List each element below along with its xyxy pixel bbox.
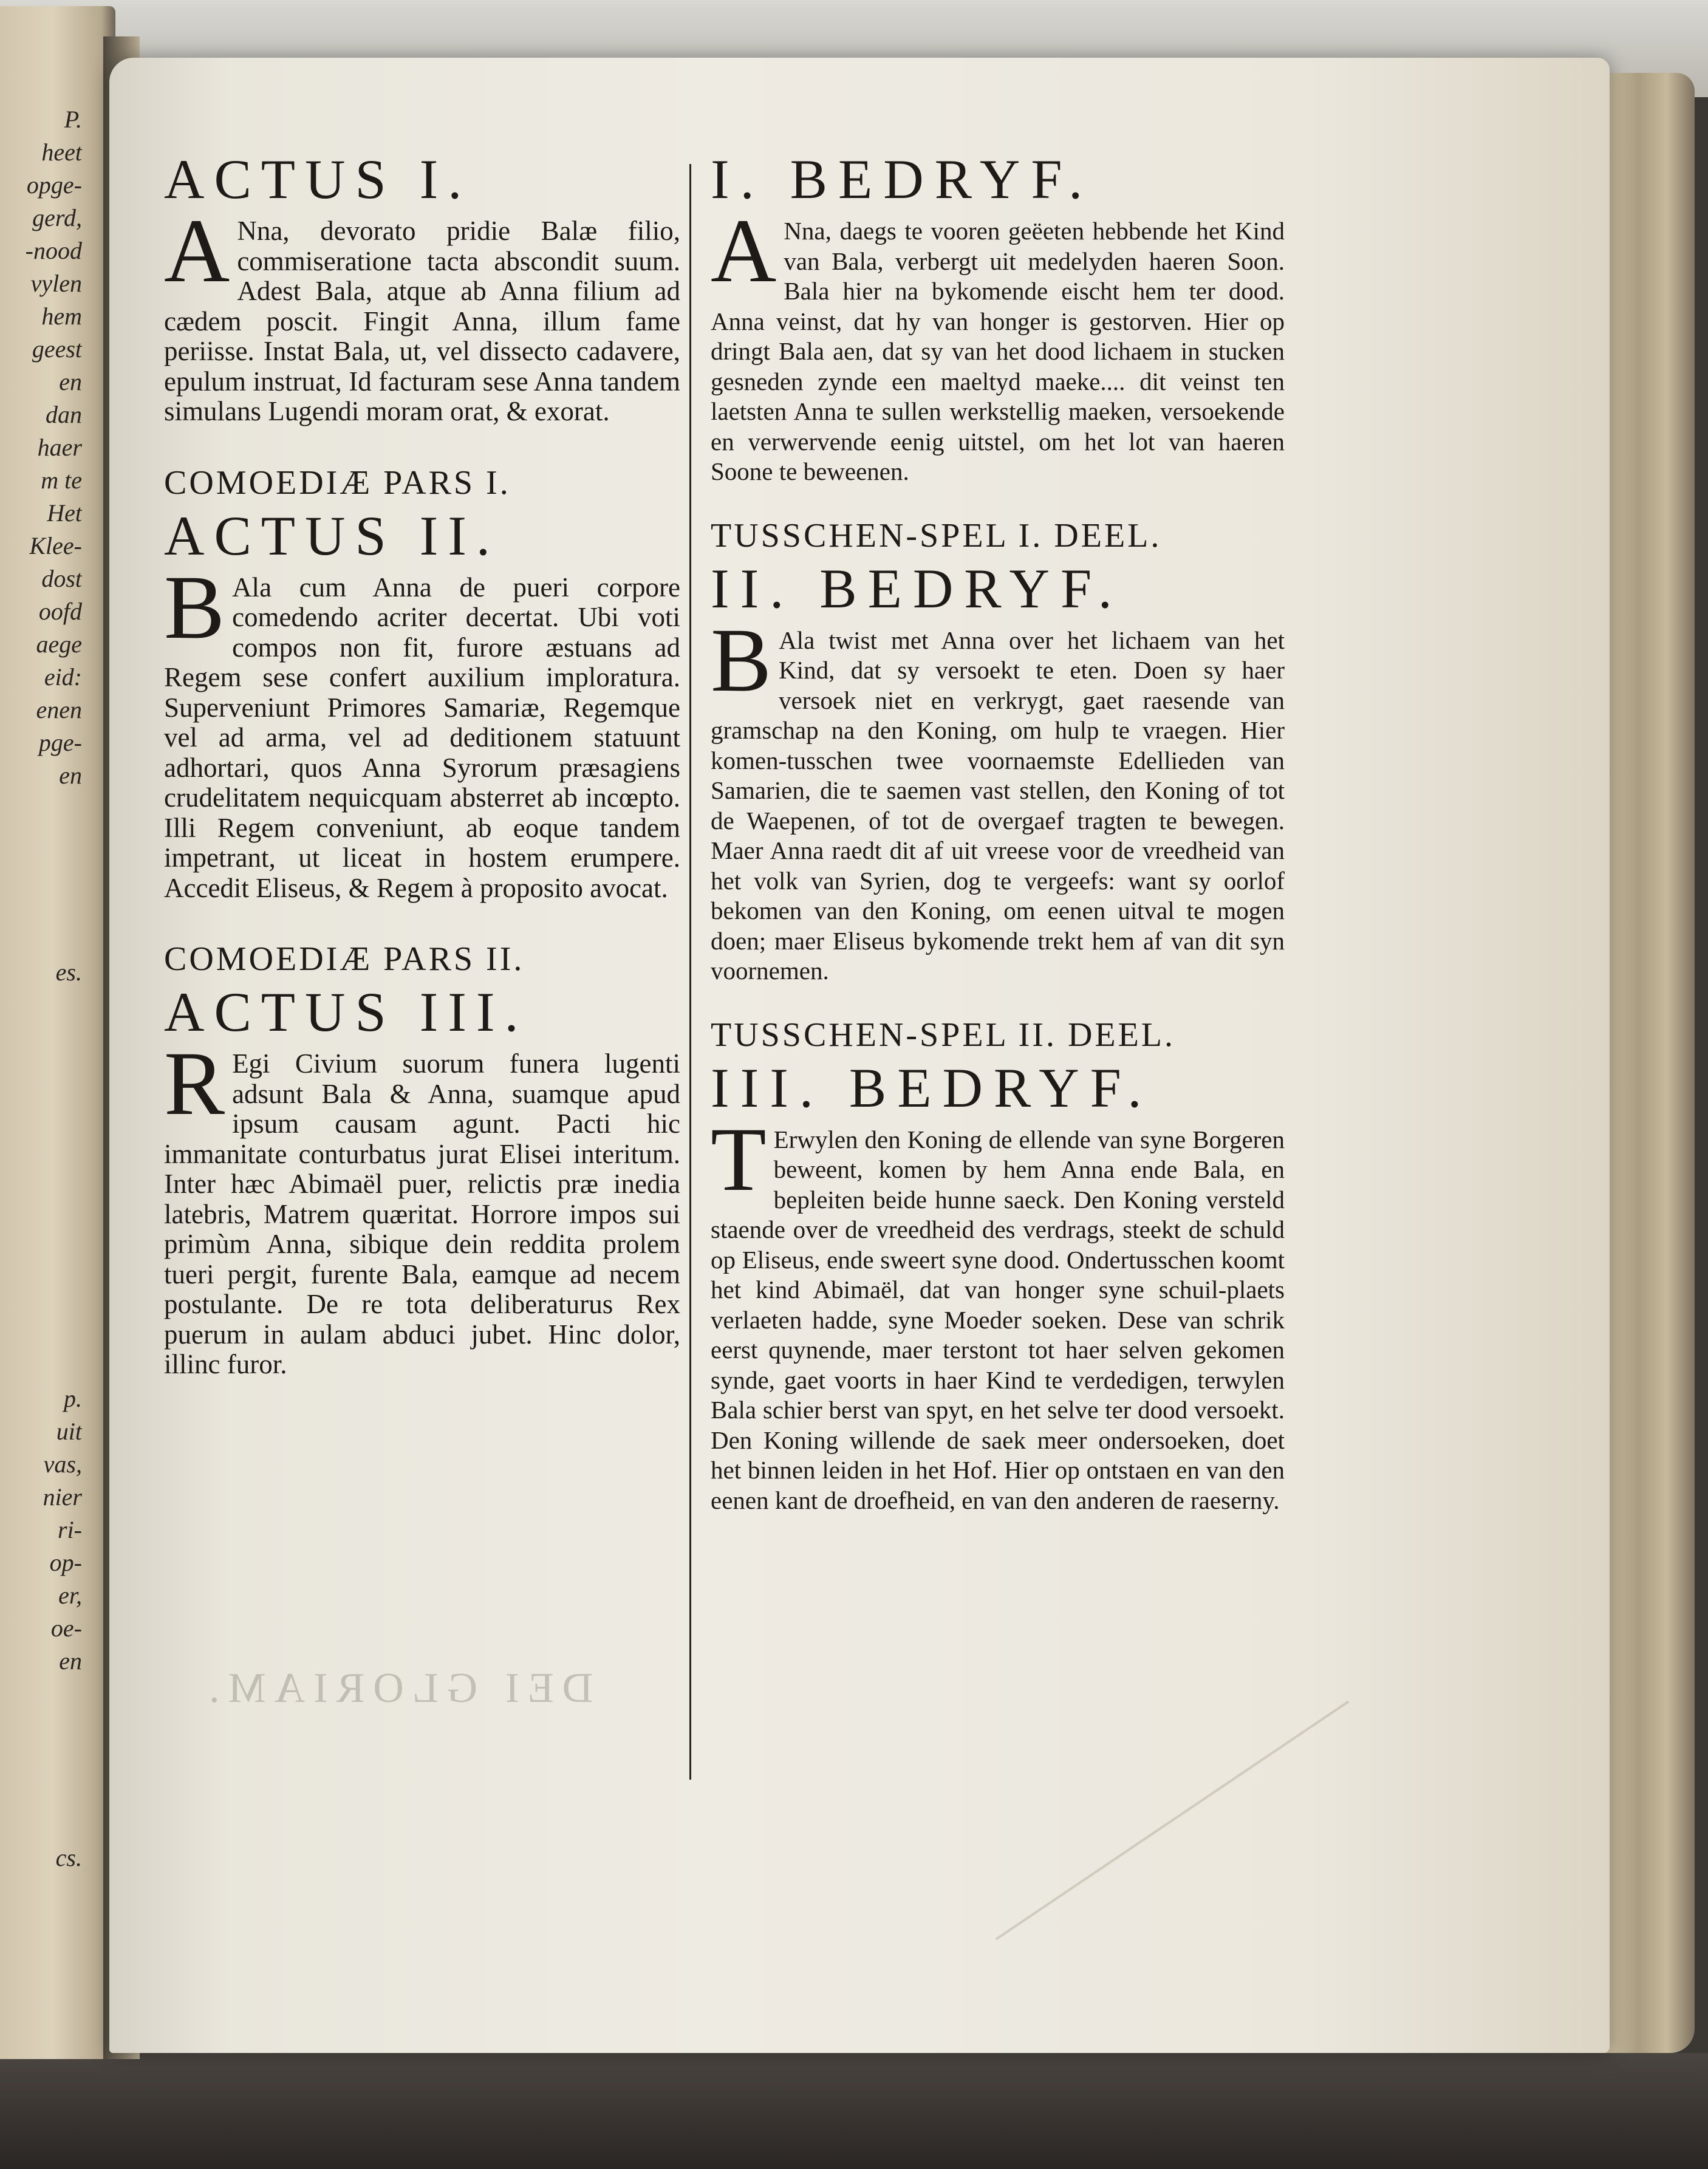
margin-fragment: uit — [56, 1418, 82, 1445]
margin-fragment: eid: — [44, 663, 82, 691]
drop-cap: A — [711, 200, 777, 301]
margin-fragment: hem — [41, 302, 82, 330]
margin-fragment: opge- — [26, 171, 82, 199]
drop-cap: B — [164, 556, 225, 658]
margin-fragment: er, — [58, 1582, 82, 1609]
dutch-section-2 — [711, 516, 1285, 986]
margin-fragment — [0, 1186, 82, 1218]
margin-fragment: aege — [36, 630, 82, 658]
paragraph-text: Nna, daegs te vooren geëeten hebbende het Kind van Bala, verbergt uit medelyden haeren Soon. Bala hier na bykomende eischt hem ter dood. Anna veinst, dat hy van honger is gestorven. Hier op dringt Bala aen, dat sy van het dood lichaem in stucken gesneden zynde een maeltyd maeke.... dit veinst ten laetsten Anna te sullen werkstellig maeken, versoekende en verwervende eenig uitstel, om het lot van haeren Soone te beweenen. — [711, 217, 1285, 485]
margin-fragment: en — [59, 368, 82, 395]
margin-fragment: nier — [43, 1483, 82, 1511]
margin-fragment: m te — [41, 466, 82, 494]
margin-fragment: p. — [64, 1385, 82, 1412]
latin-section-2 — [164, 463, 680, 904]
page-crease — [996, 1701, 1350, 1941]
margin-fragment — [0, 825, 82, 858]
dutch-bedryf-1-header: I. BEDRYF. — [711, 148, 1094, 210]
margin-fragment: oe- — [50, 1614, 82, 1642]
drop-cap: R — [164, 1033, 225, 1134]
latin-pars-2-title: COMOEDIÆ PARS II. — [164, 940, 525, 978]
dutch-bedryf-3-text — [711, 1108, 1285, 1516]
margin-fragment — [0, 1350, 82, 1382]
margin-fragment: enen — [36, 696, 82, 723]
margin-fragment: es. — [55, 958, 82, 986]
margin-fragment — [0, 1054, 82, 1087]
dutch-tusschenspel-2-title: TUSSCHEN-SPEL II. DEEL. — [711, 1016, 1176, 1054]
paragraph-text: Nna, devorato pridie Balæ filio, commiseratione tacta abscondit suum. Adest Bala, atque ab Anna filium ad cædem poscit. Fingit Anna, illum fame periisse. Instat Bala, ut, vel dissecto cadavere, epulum instruat, Id facturam sese Anna tandem simulans Lugendi moram orat, & exorat. — [164, 216, 680, 426]
dutch-section-3 — [711, 1016, 1285, 1516]
margin-fragment — [0, 1087, 82, 1120]
dutch-tusschenspel-1-title: TUSSCHEN-SPEL I. DEEL. — [711, 516, 1162, 555]
margin-fragment: -nood — [25, 237, 82, 264]
margin-fragment: vylen — [30, 270, 82, 297]
margin-fragment: dan — [46, 401, 82, 428]
margin-fragment — [0, 1284, 82, 1317]
left-page-margin-text — [0, 103, 82, 1871]
margin-fragment — [0, 1710, 82, 1743]
margin-fragment — [0, 1317, 82, 1350]
margin-fragment — [0, 1251, 82, 1284]
margin-fragment — [0, 1743, 82, 1776]
margin-fragment — [0, 1678, 82, 1710]
margin-fragment — [0, 890, 82, 923]
margin-fragment: heet — [41, 138, 82, 166]
latin-act-1-header: ACTUS I. — [164, 148, 472, 210]
margin-fragment — [0, 1809, 82, 1842]
drop-cap: A — [164, 200, 230, 301]
margin-fragment: gerd, — [32, 204, 82, 231]
margin-fragment — [0, 1153, 82, 1186]
latin-section-3 — [164, 940, 680, 1380]
margin-fragment: Het — [47, 499, 82, 527]
column-divider — [689, 164, 691, 1780]
latin-act-2-header: ACTUS II. — [164, 504, 500, 567]
dutch-bedryf-2-header: II. BEDRYF. — [711, 557, 1123, 620]
margin-fragment: geest — [32, 335, 82, 363]
margin-fragment: haer — [37, 434, 82, 461]
margin-fragment — [0, 1776, 82, 1809]
margin-fragment: oofd — [38, 598, 82, 625]
latin-act-1-text — [164, 200, 680, 427]
margin-fragment — [0, 1218, 82, 1251]
table-surface — [0, 2053, 1708, 2169]
latin-act-3-header: ACTUS III. — [164, 981, 528, 1043]
paragraph-text: Erwylen den Koning de ellende van syne Borgeren beweent, komen by hem Anna ende Bala, en bepleiten beide hunne saeck. Den Koning versteld staende over de vreedheid des verdrags, steekt de schuld op Eliseus, ende sweert syne dood. Ondertusschen koomt het kind Abimaël, dat van honger syne schuil-plaets verlaeten hadde, syne Moeder soeken. Dese van schrik eerst quynende, maer terstont tot haer selven gekomen synde, gaet voorts in haer Kind te verdedigen, terwylen Bala schier berst van spyt, en het selve ter dood versoekt. Den Koning willende de saek meer ondersoeken, doet het binnen leiden in het Hof. Hier op ontstaen en van den eenen kant de droefheid, en van den anderen de raeserny. — [711, 1125, 1285, 1514]
bleed-through-text: DEI GLORIAM. — [200, 1665, 593, 1712]
margin-fragment — [0, 923, 82, 956]
margin-fragment: vas, — [43, 1450, 82, 1478]
margin-fragment: en — [59, 762, 82, 789]
paragraph-text: Ala cum Anna de pueri corpore comedendo acriter decertat. Ubi voti compos non fit, furore æstuans ad Regem sese confert auxilium imploratura. Superveniunt Primores Samariæ, Regemque vel ad arma, vel ad deditionem statuunt adhortari, quos Anna Syrorum præsagiens crudelitatem nequicquam absterret ab incœpto. Illi Regem conveniunt, ab eoque tandem impetrant, ut liceat in hostem erumpere. Accedit Eliseus, & Regem à proposito avocat. — [164, 572, 680, 903]
latin-act-2-text — [164, 556, 680, 904]
margin-fragment — [0, 792, 82, 825]
margin-fragment — [0, 858, 82, 890]
drop-cap: T — [711, 1108, 767, 1210]
margin-fragment: en — [59, 1647, 82, 1675]
paragraph-text: Egi Civium suorum funera lugenti adsunt Bala & Anna, suamque apud ipsum causam agunt. Pacti hic immanitate conturbatus jurat Elisei interitum. Inter hæc Abimaël puer, relictis præ inedia latebris, Matrem quæritat. Horrore impos sui primùm Anna, sibique dein reddita prolem tueri pergit, furente Bala, eamque ad necem postulante. De re tota deliberaturus Rex puerum in aulam abduci jubet. Hinc dolor, illinc furor. — [164, 1048, 680, 1379]
margin-fragment: ri- — [58, 1516, 82, 1543]
dutch-column — [711, 146, 1285, 1515]
dutch-bedryf-3-header: III. BEDRYF. — [711, 1056, 1153, 1119]
dutch-bedryf-2-text — [711, 609, 1285, 986]
paragraph-text: Ala twist met Anna over het lichaem van het Kind, dat sy versoekt te eten. Doen sy haer versoek niet en verkrygt, gaet raesende van gramschap na den Koning, om hulp te vraegen. Hier komen-tusschen twee voornaemste Edellieden van Samarien, die te saemen vast stellen, den Koning of tot de Waepenen, of tot de overgaef tragten te bewegen. Maer Anna raedt dit af uit vreese voor de vreedheid van het volk van Syrien, dog te vergeefs: want sy oorlof bekomen van den Koning, om eenen uitval te mogen doen; maer Eliseus bykomende trekt hem af van dit syn voornemen. — [711, 626, 1285, 985]
margin-fragment: P. — [64, 106, 82, 133]
margin-fragment: pge- — [38, 729, 82, 756]
margin-fragment: Klee- — [29, 532, 82, 559]
margin-fragment: cs. — [55, 1844, 82, 1871]
margin-fragment: dost — [41, 565, 82, 592]
margin-fragment — [0, 989, 82, 1022]
margin-fragment: op- — [49, 1549, 82, 1576]
margin-fragment — [0, 1022, 82, 1054]
left-page-edge — [0, 6, 115, 2059]
latin-column — [164, 146, 680, 1380]
drop-cap: B — [711, 609, 772, 711]
latin-pars-1-title: COMOEDIÆ PARS I. — [164, 463, 511, 502]
margin-fragment — [0, 1120, 82, 1153]
dutch-bedryf-1-text — [711, 200, 1285, 487]
latin-act-3-text — [164, 1033, 680, 1380]
